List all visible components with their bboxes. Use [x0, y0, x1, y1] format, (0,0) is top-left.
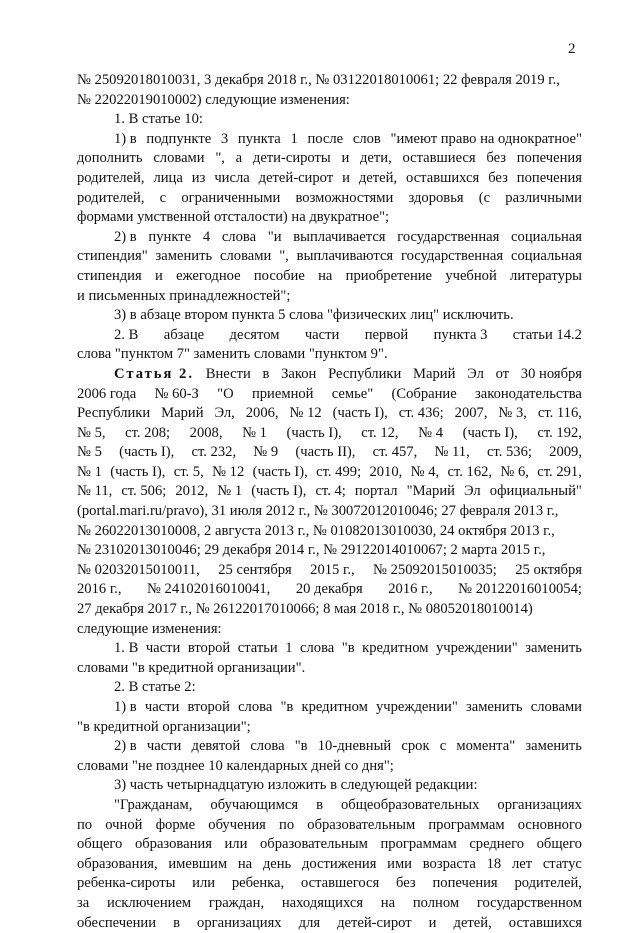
text-run: 2007, — [454, 405, 488, 422]
text-line — [77, 287, 582, 307]
text-run: 27 декабря 2017 г., № 26122017010066; 8 мая 2018 г., № 08052018010014) — [77, 601, 533, 618]
text-run: заменить — [525, 640, 582, 657]
text-run: выплачивается — [293, 228, 386, 245]
text-run: Республики — [328, 365, 402, 382]
text-run: Эл, — [214, 405, 235, 422]
text-run: слова — [221, 228, 257, 245]
text-run: "в — [280, 699, 294, 715]
text-line — [77, 189, 582, 209]
text-run: 25 октября — [515, 561, 582, 578]
text-line — [77, 306, 582, 326]
text-run: "в — [341, 640, 355, 657]
text-run: оставшихся — [508, 914, 582, 931]
text-run: государственная — [401, 248, 504, 265]
text-run: № 4, — [410, 463, 440, 480]
text-run: среднего — [469, 836, 525, 853]
text-run: детей-сирот — [337, 914, 412, 931]
text-run: ст. 499; — [316, 463, 362, 480]
text-run: социальная — [510, 248, 582, 265]
text-line — [77, 894, 582, 914]
text-run: литературы — [510, 267, 582, 284]
text-run: № 3, — [498, 405, 527, 422]
text-run: программам — [380, 836, 457, 853]
text-run: ст. 12, — [361, 424, 399, 441]
text-run: Марий — [161, 405, 204, 422]
text-run: "имеют право на однократное" — [390, 130, 582, 147]
text-run: обучения — [208, 816, 266, 833]
text-run: заменить — [155, 248, 213, 265]
text-run: детей, — [358, 169, 398, 186]
text-run: подпункте — [146, 130, 212, 147]
text-run: а — [235, 150, 243, 167]
text-run: слов — [352, 130, 381, 147]
text-run: возраста — [422, 855, 476, 872]
text-run: (Собрание — [391, 385, 457, 402]
text-run: граждан, — [208, 894, 265, 911]
text-run: заменить — [525, 738, 582, 755]
text-run: семье" — [331, 385, 374, 402]
text-run: "Гражданам, — [114, 796, 193, 813]
text-run: № 20122016010054; — [458, 581, 582, 598]
text-run: № 4 — [418, 424, 444, 441]
text-line — [77, 914, 582, 933]
text-run: момента" — [456, 738, 516, 755]
text-run: № 12 — [289, 405, 322, 422]
text-run: детей, — [453, 914, 492, 931]
text-line — [77, 776, 582, 796]
text-run: в — [262, 365, 270, 382]
text-run: различными — [505, 189, 582, 206]
text-run: кредитном — [362, 640, 429, 657]
text-run: ст. 162, — [447, 463, 493, 480]
text-run: 3 — [220, 130, 229, 147]
text-run: и — [341, 150, 350, 167]
text-run: и — [342, 169, 350, 186]
text-run: здоровья — [408, 189, 464, 206]
text-line — [77, 326, 582, 346]
text-line — [77, 463, 582, 483]
text-run: родителей, — [77, 189, 145, 206]
text-run: Марий — [413, 365, 456, 382]
text-run: 20 декабря — [295, 581, 363, 598]
text-run: ст. 192, — [537, 424, 582, 441]
text-run: первой — [364, 326, 409, 343]
text-run: обучающимся — [210, 796, 299, 813]
text-line — [77, 385, 582, 405]
text-line — [77, 169, 582, 189]
text-run: (portal.mari.ru/pravo), 31 июля 2012 г., № 30072012010046; 27 февраля 2013 г., — [77, 503, 559, 520]
text-run: (часть I), — [252, 463, 308, 480]
text-run: № 9 — [253, 444, 279, 461]
text-run: 3) в абзаце втором пункта 5 слова "физических лиц" исключить. — [114, 307, 514, 324]
text-run: Статья 2. — [114, 365, 194, 382]
text-run: образовательным — [307, 816, 416, 833]
text-line — [77, 561, 582, 581]
text-run: попечения — [516, 150, 582, 167]
text-run: ст. 506; — [121, 483, 167, 500]
text-line — [77, 757, 582, 777]
text-run: № 12 — [212, 463, 245, 480]
text-run: словами — [153, 150, 205, 167]
text-run: (часть II), — [295, 444, 356, 461]
text-run: словами — [530, 699, 582, 715]
text-run: находящихся — [281, 894, 364, 911]
text-run: ", — [279, 248, 289, 265]
text-line — [77, 130, 582, 150]
text-run: № 25092015010035; — [373, 561, 497, 578]
text-run: № 60-З — [154, 385, 199, 402]
text-run: после — [307, 130, 344, 147]
text-run: 1 — [290, 130, 298, 147]
text-line — [77, 502, 582, 522]
text-run: Эл — [463, 483, 481, 500]
text-run: или — [192, 875, 216, 892]
text-run: следующие изменения: — [77, 620, 222, 637]
text-run: образовательным — [259, 836, 368, 853]
text-run: 2. В — [114, 326, 139, 343]
text-run: исключением — [107, 894, 192, 911]
text-line — [77, 404, 582, 424]
text-line — [77, 71, 582, 91]
text-line — [77, 580, 582, 600]
page-number: 2 — [568, 41, 576, 57]
text-run: попечения — [516, 169, 582, 186]
text-run: 1) в — [114, 130, 137, 147]
text-run: возможностями — [295, 189, 394, 206]
text-run: "Марий — [406, 483, 455, 500]
text-line — [77, 267, 582, 287]
text-run: ст. 457, — [372, 444, 418, 461]
text-run: стипендия" — [77, 248, 148, 265]
text-line — [77, 718, 582, 738]
text-run: общего — [536, 836, 582, 853]
text-run: № 5 — [77, 444, 102, 461]
text-run: на — [318, 267, 333, 284]
text-run: (часть I), — [110, 463, 166, 480]
text-line — [77, 816, 582, 836]
text-run: приемной — [251, 385, 314, 402]
text-run: образования, — [77, 855, 158, 872]
text-run: № 6, — [500, 463, 529, 480]
text-run: части — [304, 326, 340, 343]
text-run: основного — [517, 816, 582, 833]
text-run: № 02032015010011, — [77, 561, 200, 578]
text-line — [77, 874, 582, 894]
text-line — [77, 796, 582, 816]
text-run: Республики — [77, 405, 151, 422]
text-run: организациях — [497, 796, 582, 813]
text-run: учреждении" — [376, 699, 458, 715]
text-run: дополнить — [77, 150, 143, 167]
text-run: слова — [250, 738, 285, 755]
text-run: за — [77, 894, 90, 911]
text-run: 2. В статье 2: — [114, 679, 196, 696]
text-run: и — [428, 914, 437, 931]
text-run: законодательства — [474, 385, 582, 402]
text-run: статьи — [237, 640, 278, 657]
text-run: форме — [155, 816, 196, 833]
text-run: ст. 291, — [537, 463, 582, 480]
text-run: 2016 г., — [388, 581, 433, 598]
text-run: на — [380, 894, 396, 911]
text-run: второй — [187, 699, 230, 715]
document-body — [77, 71, 582, 933]
text-run: (часть I), — [462, 424, 518, 441]
text-line — [77, 149, 582, 169]
text-run: с — [159, 189, 167, 206]
text-run: № 1 — [77, 463, 102, 480]
text-run: оставшегося — [300, 875, 380, 892]
text-run: с — [439, 738, 447, 755]
text-line — [77, 698, 582, 718]
text-run: 2006 года — [77, 385, 137, 402]
text-run: 1) в — [114, 699, 137, 715]
text-run: выплачиваются — [296, 248, 394, 265]
text-run: словами "не позднее 10 календарных дней со дня"; — [77, 757, 394, 774]
text-run: учреждении" — [435, 640, 518, 657]
text-run: № 24102016010041, — [146, 581, 271, 598]
text-run: из — [191, 169, 206, 186]
text-run: числа — [214, 169, 250, 186]
text-run: № 26022013010008, 2 августа 2013 г., № 01082013010030, 24 октября 2013 г., — [77, 522, 555, 539]
text-run: 2012, — [175, 483, 209, 500]
text-run: в — [173, 914, 180, 931]
text-run: "в — [294, 738, 308, 755]
text-line — [77, 522, 582, 542]
text-run: 2009, — [549, 444, 582, 461]
text-line — [77, 91, 582, 111]
text-run: официальный" — [489, 483, 582, 500]
text-run: пособие — [253, 267, 305, 284]
text-run: 25 сентября — [218, 561, 292, 578]
text-run: слова — [238, 699, 273, 715]
text-run: лица — [153, 169, 183, 186]
text-run: слова "пунктом 7" заменить словами "пунктом 9". — [77, 346, 388, 363]
text-run: ст. 536; — [486, 444, 532, 461]
text-line — [77, 345, 582, 365]
text-run: без — [488, 169, 508, 186]
text-line — [77, 110, 582, 130]
text-run: части — [146, 738, 182, 755]
text-run: программам — [428, 816, 505, 833]
text-run: второй — [187, 640, 231, 657]
text-line — [77, 659, 582, 679]
text-run: родителей, — [514, 875, 582, 892]
text-run: статус — [542, 855, 582, 872]
text-run: № 25092018010031, 3 декабря 2018 г., № 03122018010061; 22 февраля 2019 г., — [77, 72, 560, 88]
text-run: формами умственной отсталости) на двукратное"; — [77, 209, 390, 226]
text-run: Эл — [467, 365, 484, 382]
text-run: "и — [267, 228, 282, 245]
text-run: кредитном — [301, 699, 368, 715]
text-run: заменить — [465, 699, 523, 715]
text-run: части — [144, 699, 180, 715]
text-run: 2008, — [189, 424, 223, 441]
text-run: ими — [387, 855, 412, 872]
text-run: абзаце — [163, 326, 205, 343]
text-run: № 5, — [77, 424, 106, 441]
text-run: социальная — [511, 228, 582, 245]
text-run: № 11, — [434, 444, 470, 461]
text-run: имевшим — [168, 855, 228, 872]
text-run: лет — [511, 855, 533, 872]
text-run: (с — [478, 189, 491, 206]
text-run: оставшихся — [406, 169, 480, 186]
text-run: 30 ноября — [520, 365, 582, 382]
text-run: ст. 5, — [173, 463, 204, 480]
text-run: ребенка-сироты — [77, 875, 176, 892]
text-run: организациях — [197, 914, 282, 931]
text-run: стипендия — [77, 267, 142, 284]
text-line — [77, 424, 582, 444]
text-run: № 1 — [217, 483, 243, 500]
text-run: части — [145, 640, 181, 657]
text-run: № 23102013010046; 29 декабря 2014 г., № 29122014010067; 2 марта 2015 г., — [77, 542, 546, 559]
text-run: "О — [217, 385, 234, 402]
text-run: ограниченными — [181, 189, 281, 206]
text-run: пункта — [237, 130, 281, 147]
text-run: 2) в — [114, 228, 137, 245]
text-run: дети, — [360, 150, 392, 167]
text-run: 1. В — [114, 640, 139, 657]
text-line — [77, 737, 582, 757]
text-run: или — [224, 836, 248, 853]
text-run: без — [486, 150, 507, 167]
text-line — [77, 247, 582, 267]
text-run: № 11, — [77, 483, 113, 500]
text-run: на — [237, 855, 253, 872]
text-run: ст. 208; — [125, 424, 171, 441]
text-run: без — [396, 875, 416, 892]
text-run: общего — [77, 836, 123, 853]
text-line — [77, 208, 582, 228]
text-line — [77, 365, 582, 385]
text-run: в — [316, 796, 323, 813]
text-run: ст. 4; — [315, 483, 346, 500]
text-run: 18 — [486, 855, 502, 872]
text-run: ребенка, — [231, 875, 285, 892]
text-line — [77, 541, 582, 561]
text-run: Внести — [205, 365, 251, 382]
text-run: (часть I), — [251, 483, 307, 500]
text-run: общеобразовательных — [340, 796, 480, 813]
text-run: № 22022019010002) следующие изменения: — [77, 91, 350, 108]
text-run: достижения — [301, 855, 377, 872]
text-run: 1. В статье 10: — [114, 111, 203, 128]
text-run: девятой — [191, 738, 241, 755]
text-run: десятом — [229, 326, 280, 343]
text-run: дети-сироты — [252, 150, 331, 167]
text-run: ст. 232, — [191, 444, 237, 461]
text-line — [77, 443, 582, 463]
text-run: "в кредитной организации"; — [77, 718, 251, 735]
text-run: 2) в — [114, 738, 137, 755]
text-line — [77, 482, 582, 502]
text-run: 2016 г., — [77, 581, 122, 598]
text-run: 2010, — [369, 463, 403, 480]
text-run: (часть I), — [332, 405, 388, 422]
text-run: обеспечении — [77, 914, 157, 931]
text-run: и письменных принадлежностей"; — [77, 287, 291, 304]
text-run: № 1 — [242, 424, 267, 441]
text-line — [77, 600, 582, 620]
text-run: (часть I), — [286, 424, 342, 441]
text-line — [77, 855, 582, 875]
text-run: словами — [220, 248, 272, 265]
text-run: пункте — [148, 228, 192, 245]
text-line — [77, 228, 582, 248]
text-run: статьи 14.2 — [512, 326, 582, 343]
text-run: (часть I), — [119, 444, 175, 461]
text-run: от — [495, 365, 510, 382]
text-run: 2006, — [245, 405, 279, 422]
text-run: попечения — [432, 875, 498, 892]
text-run: 10-дневный — [317, 738, 392, 755]
text-run: государственном — [476, 894, 582, 911]
text-run: срок — [401, 738, 430, 755]
text-run: слова — [300, 640, 335, 657]
text-run: ст. 436; — [398, 405, 444, 422]
text-run: портал — [354, 483, 398, 500]
text-line — [77, 620, 582, 640]
text-line — [77, 678, 582, 698]
text-run: детей-сирот — [258, 169, 334, 186]
text-run: Закон — [281, 365, 317, 382]
text-run: оставшиеся — [402, 150, 476, 167]
text-run: пункта 3 — [433, 326, 488, 343]
text-run: по — [279, 816, 295, 833]
text-run: 2015 г., — [310, 561, 355, 578]
text-run: для — [298, 914, 321, 931]
text-run: и — [154, 267, 163, 284]
text-run: очной — [105, 816, 143, 833]
text-run: ", — [215, 150, 225, 167]
text-run: образования — [134, 836, 212, 853]
text-run: государственная — [397, 228, 500, 245]
text-run: полном — [412, 894, 460, 911]
text-run: ежегодное — [176, 267, 241, 284]
text-run: родителей, — [77, 169, 145, 186]
text-line — [77, 639, 582, 659]
text-line — [77, 835, 582, 855]
text-run: день — [262, 855, 292, 872]
text-run: 4 — [202, 228, 211, 245]
text-run: 3) часть четырнадцатую изложить в следующей редакции: — [114, 777, 478, 794]
text-run: по — [77, 816, 93, 833]
text-run: учебной — [445, 267, 497, 284]
text-run: 1 — [285, 640, 293, 657]
text-run: ст. 116, — [537, 405, 582, 422]
text-run: словами "в кредитной организации". — [77, 659, 306, 676]
text-run: приобретение — [345, 267, 433, 284]
